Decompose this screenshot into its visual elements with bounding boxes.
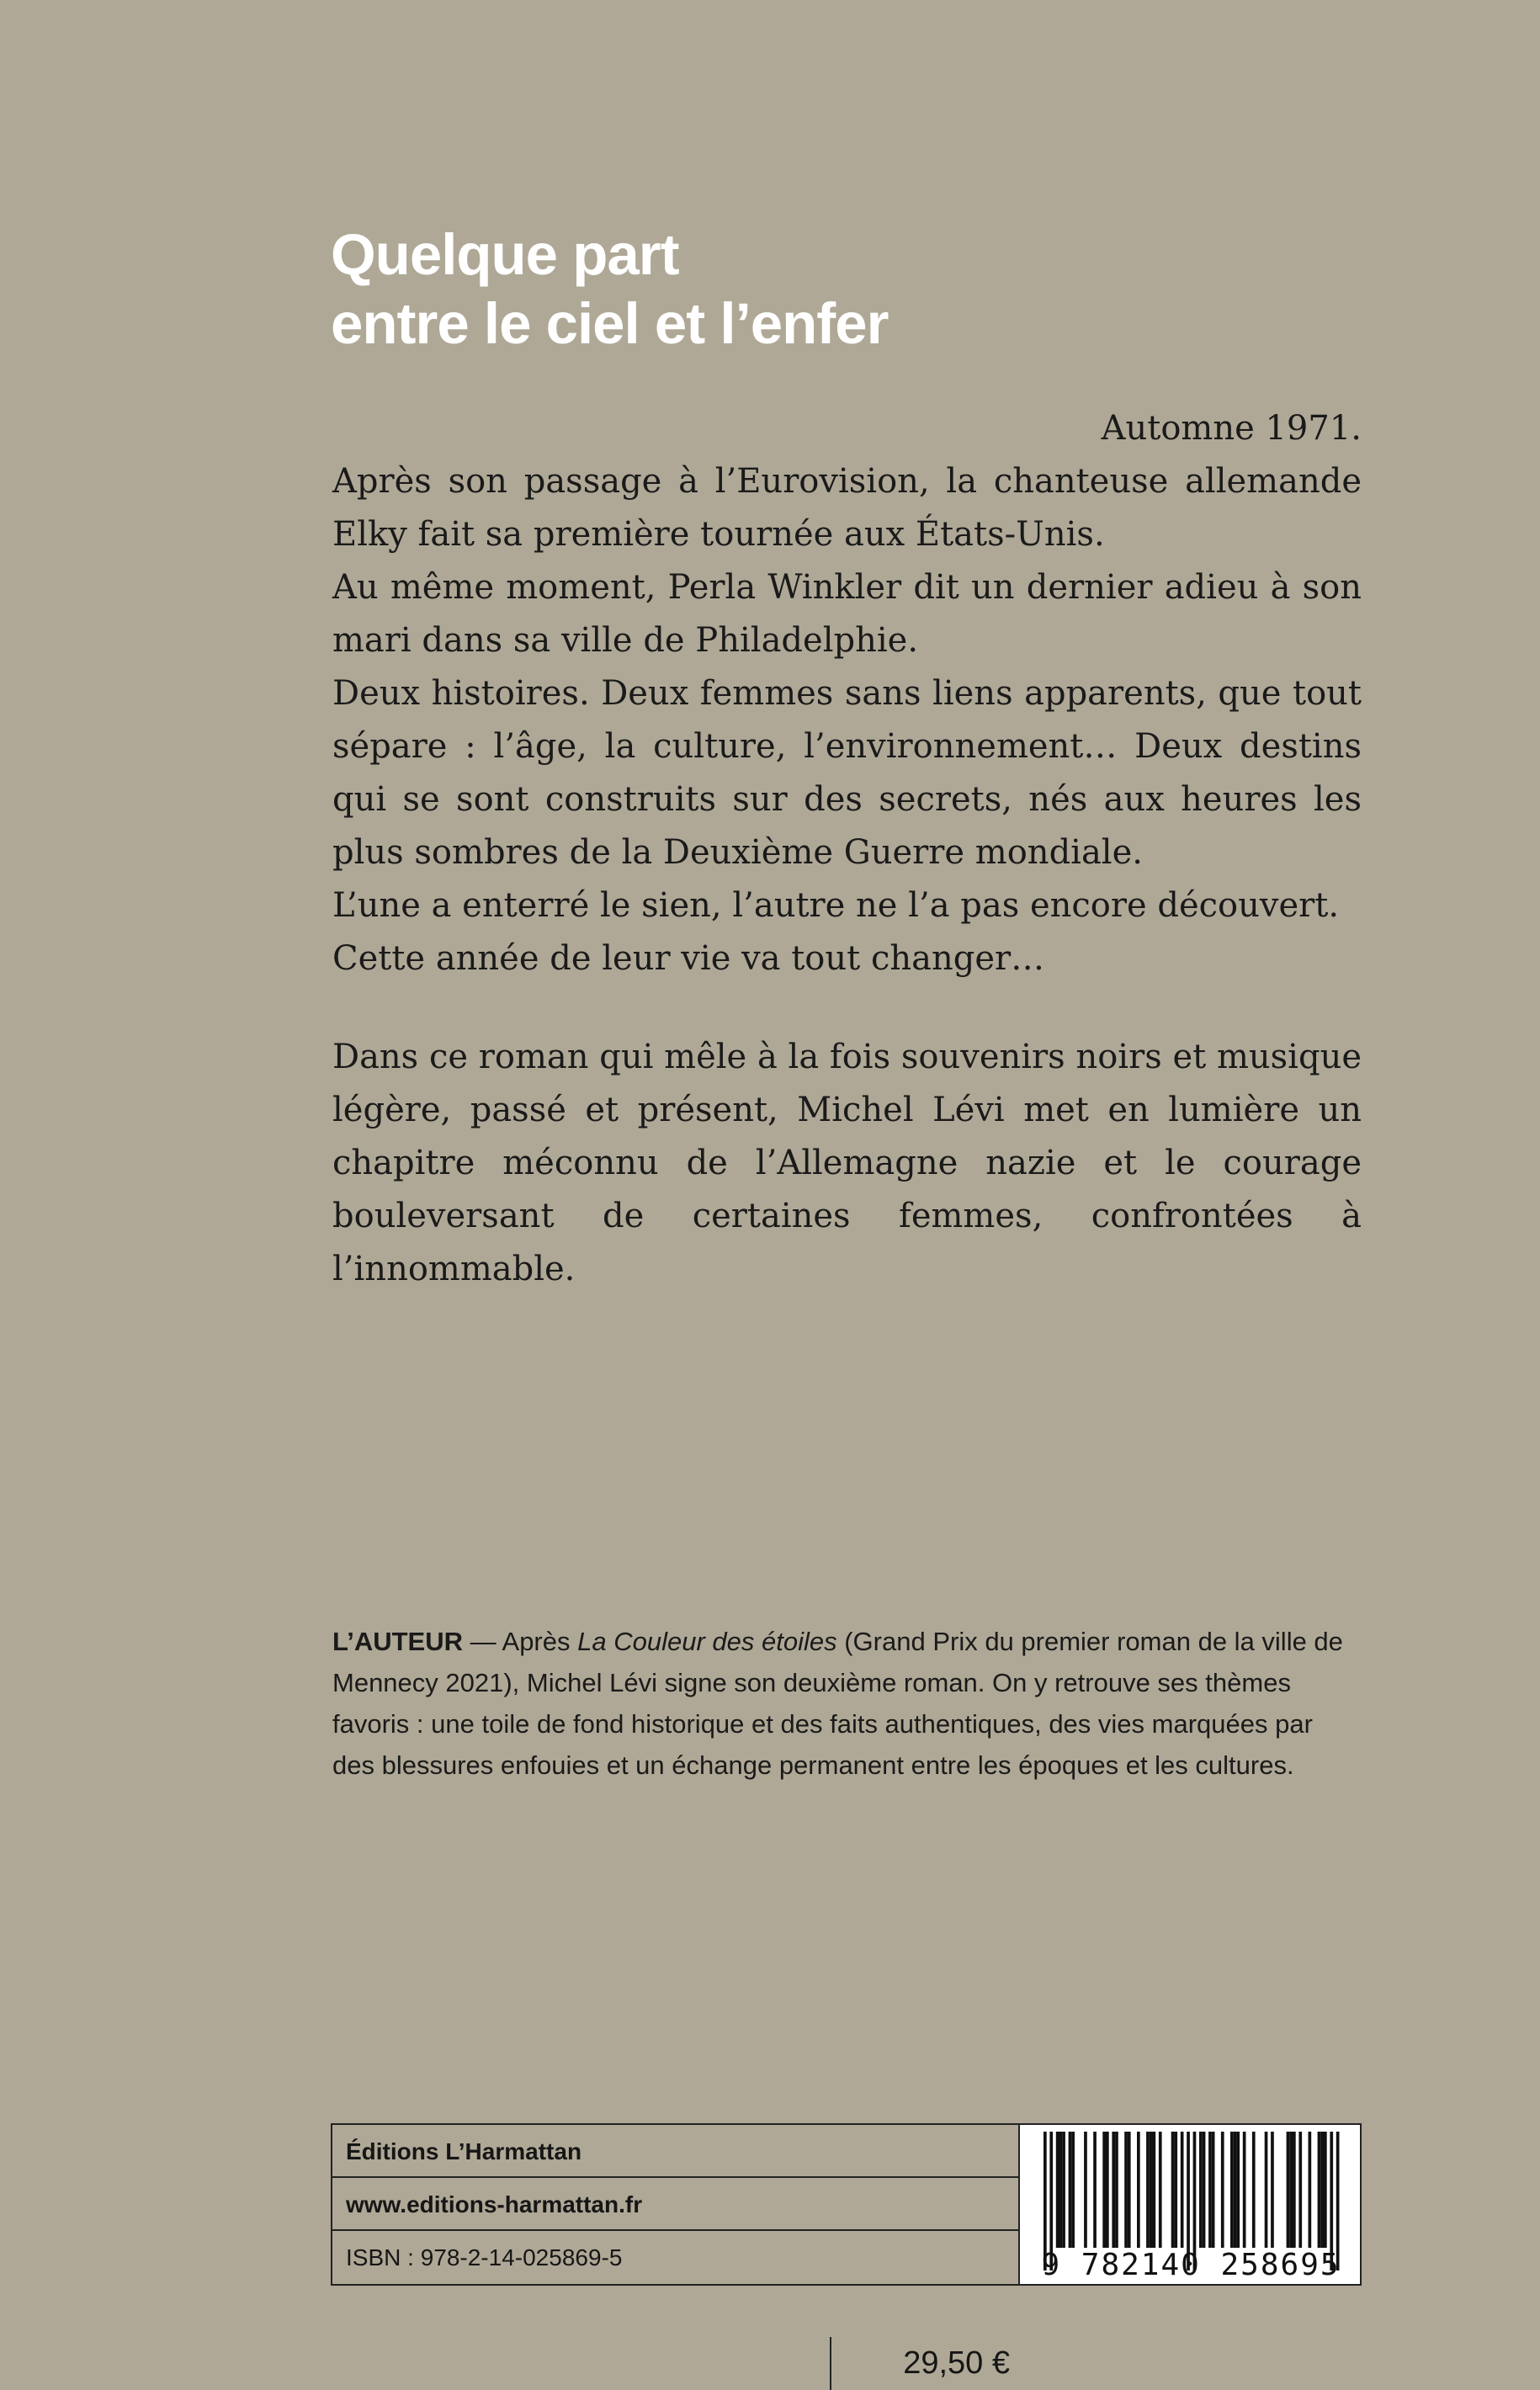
publisher-info-box bbox=[331, 2123, 1362, 2381]
isbn: ISBN : 978-2-14-025869-5 bbox=[346, 2244, 623, 2270]
barcode-bar bbox=[1252, 2132, 1256, 2248]
author-bio bbox=[332, 1621, 1362, 1786]
barcode-bar bbox=[1153, 2132, 1156, 2248]
barcode-bar bbox=[1271, 2132, 1274, 2248]
barcode-bar bbox=[1174, 2132, 1177, 2248]
barcode-bar bbox=[1318, 2132, 1321, 2248]
barcode-bar bbox=[1062, 2132, 1065, 2248]
barcode-bar bbox=[1059, 2132, 1063, 2248]
blurb-line: Deux histoires. Deux femmes sans liens apparents, que tout sépare : l’âge, la culture, l’environnement… Deux destins qui se sont construits sur des secrets, nés aux heures les plus sombres de la Deuxième Guerre mondiale. bbox=[332, 674, 1362, 872]
barcode-bar bbox=[1128, 2132, 1131, 2248]
publisher-name: Éditions L’Harmattan bbox=[332, 2125, 1018, 2178]
barcode-bar bbox=[1324, 2132, 1327, 2248]
author-bio-text: (Grand Prix du premier roman de la ville de Mennecy 2021), Michel Lévi signe son deuxième roman. On y retrouve ses thèmes favoris : une toile de fond historique et des faits authentiques, des vies marquées par des blessures enfouies et un échange permanent entre les époques et les cultures. bbox=[332, 1627, 1343, 1780]
barcode-bar bbox=[1234, 2132, 1237, 2248]
blurb-line: Au même moment, Perla Winkler dit un dernier adieu à son mari dans sa ville de Philadelphie. bbox=[332, 568, 1362, 660]
price: 29,50 € bbox=[903, 2345, 1010, 2381]
barcode-bar bbox=[1112, 2132, 1115, 2248]
isbn-row bbox=[332, 2231, 1018, 2381]
previous-book-title: La Couleur des étoiles bbox=[577, 1627, 837, 1656]
author-dash: — bbox=[463, 1627, 502, 1656]
title-line-1: Quelque part bbox=[331, 222, 679, 287]
barcode-bar bbox=[1124, 2132, 1128, 2248]
barcode-bar bbox=[1298, 2132, 1302, 2248]
blurb-paragraph-2: Dans ce roman qui mêle à la fois souvenirs noirs et musique légère, passé et présent, Michel Lévi met en lumière un chapitre méconnu de l’Allemagne nazie et le courage bouleversant de certaines femmes, confrontées à l’innommable. bbox=[332, 1038, 1362, 1288]
barcode-bar bbox=[1106, 2132, 1109, 2248]
author-label: L’AUTEUR bbox=[332, 1627, 463, 1656]
publisher-details bbox=[332, 2125, 1018, 2381]
barcode-bar bbox=[1137, 2132, 1140, 2248]
publisher-website[interactable]: www.editions-harmattan.fr bbox=[332, 2178, 1018, 2231]
barcode-bar bbox=[1171, 2132, 1175, 2248]
barcode-bar bbox=[1071, 2132, 1075, 2248]
barcode bbox=[1018, 2125, 1360, 2284]
barcode-bar bbox=[1320, 2132, 1324, 2248]
barcode-bar bbox=[1203, 2132, 1206, 2248]
barcode-bar bbox=[1069, 2132, 1072, 2248]
barcode-bar bbox=[1265, 2132, 1268, 2248]
barcode-bar bbox=[1199, 2132, 1203, 2248]
barcode-bar bbox=[1146, 2132, 1150, 2248]
barcode-bar bbox=[1287, 2132, 1290, 2248]
barcode-bar bbox=[1084, 2132, 1087, 2248]
title-line-2: entre le ciel et l’enfer bbox=[331, 291, 889, 356]
barcode-bar bbox=[1093, 2132, 1097, 2248]
barcode-bar bbox=[1208, 2132, 1212, 2248]
barcode-digits: 9 782140 258695 bbox=[1041, 2248, 1341, 2282]
barcode-bar bbox=[1309, 2132, 1312, 2248]
blurb-line: L’une a enterré le sien, l’autre ne l’a pas encore découvert. bbox=[332, 886, 1340, 925]
barcode-bar bbox=[1102, 2132, 1106, 2248]
blurb-paragraph-1 bbox=[332, 402, 1362, 985]
blurb-line: Cette année de leur vie va tout changer… bbox=[332, 939, 1045, 978]
barcode-bar bbox=[1181, 2132, 1184, 2248]
barcode-bar bbox=[1150, 2132, 1153, 2248]
barcode-bar bbox=[1236, 2132, 1240, 2248]
barcode-bar bbox=[1293, 2132, 1296, 2248]
barcode-bar bbox=[1115, 2132, 1118, 2248]
book-title bbox=[331, 220, 888, 358]
barcode-bar bbox=[1159, 2132, 1162, 2248]
barcode-bar bbox=[1212, 2132, 1215, 2248]
barcode-bar bbox=[1243, 2132, 1246, 2248]
blurb-dateline: Automne 1971. bbox=[1101, 409, 1362, 448]
barcode-bar bbox=[1289, 2132, 1293, 2248]
barcode-bar bbox=[1221, 2132, 1224, 2248]
blurb-line: Après son passage à l’Eurovision, la chanteuse allemande Elky fait sa première tournée aux États-Unis. bbox=[332, 462, 1362, 554]
barcode-bar bbox=[1056, 2132, 1059, 2248]
barcode-bar bbox=[1230, 2132, 1234, 2248]
author-intro: Après bbox=[502, 1627, 578, 1656]
